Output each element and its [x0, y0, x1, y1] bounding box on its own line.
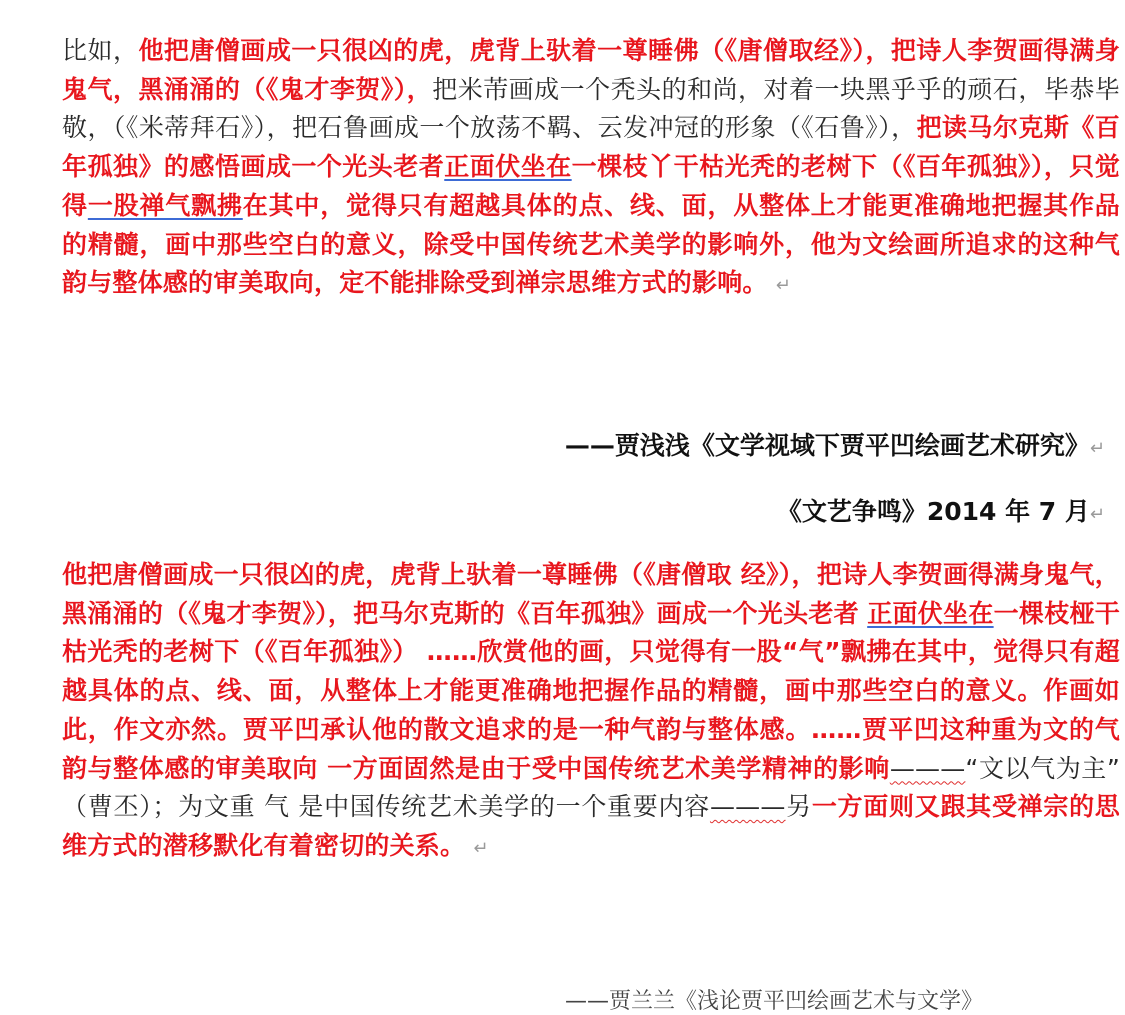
- quote-paragraph-1: [62, 32, 1120, 306]
- paragraph-mark-icon: ↵: [1089, 504, 1105, 525]
- source-date: [777, 492, 1105, 528]
- dash-span: ———: [709, 792, 786, 822]
- source-attribution: [565, 426, 1105, 462]
- underlined-phrase: 正面伏坐在: [444, 152, 572, 182]
- text-span: “文以气为主” （曹丕）；为文重 气 是中国传统艺术美学的一个重要内容: [62, 753, 1120, 822]
- cut-off-attribution: ——贾兰兰《浅论贾平凹绘画艺术与文学》: [565, 989, 984, 1014]
- underlined-phrase: 正面伏坐在: [867, 598, 994, 628]
- paragraph-mark-icon: ↵: [775, 275, 792, 297]
- highlighted-text: 一棵枝桠干枯光秃的老树下（《百年孤独》） ……欣赏他的画，只觉得有一股“气”飘拂在其中，觉得只有超越具体的点、线、面，从整体上才能更准确地把握作品的精髓，画中那些空白的意义。作画如此，作文亦然。贾平凹承认他的散文追求的是一种气韵与整体感。……贾平凹这种重为文的气韵与整体感的审美取向 一方面固然是由于受中国传统艺术美学精神的影响: [62, 598, 1120, 783]
- dash-span: ———: [889, 753, 966, 783]
- highlighted-text: 他把唐僧画成一只很凶的虎，虎背上驮着一尊睡佛（《唐僧取经》），把诗人李贺画得满身鬼气，黑涌涌的（《鬼才李贺》），: [62, 36, 1120, 104]
- underlined-phrase: 一股禅气飘拂: [87, 190, 243, 220]
- highlighted-text: 一方面则又跟其受禅宗的思维方式的潜移默化有着密切的关系。: [62, 792, 1121, 860]
- quote-paragraph-2: [62, 556, 1120, 869]
- highlighted-text: 在其中，觉得只有超越具体的点、线、面，从整体上才能更准确地把握其作品的精髓，画中那些空白的意义，除受中国传统艺术美学的影响外，他为文绘画所追求的这种气韵与整体感的审美取向，定不能排除受到禅宗思维方式的影响。: [62, 190, 1120, 298]
- highlighted-text: 他把唐僧画成一只很凶的虎，虎背上驮着一尊睡佛（《唐僧取 经》），把诗人李贺画得满身鬼气，黑涌涌的（《鬼才李贺》），把马尔克斯的《百年孤独》画成一个光头老者: [62, 560, 1120, 628]
- attribution-text: ——贾浅浅《文学视域下贾平凹绘画艺术研究》: [564, 431, 1090, 460]
- text-span: 比如，: [62, 36, 139, 65]
- text-span: 另: [785, 792, 812, 822]
- date-text: 《文艺争鸣》2014 年 7 月: [776, 497, 1090, 526]
- paragraph-mark-icon: ↵: [1089, 438, 1105, 459]
- highlighted-text: 把读马尔克斯《百年孤独》的感悟画成一个光头老者: [62, 113, 1120, 182]
- highlighted-text: 一棵枝丫干枯光秃的老树下（《百年孤独》），只觉得: [62, 152, 1120, 220]
- paragraph-mark-icon: ↵: [473, 837, 489, 859]
- text-span: 把米芾画成一个秃头的和尚，对着一块黑乎乎的顽石，毕恭毕敬，（《米蒂拜石》），把石鲁画成一个放荡不羁、云发冲冠的形象（《石鲁》），: [62, 74, 1120, 143]
